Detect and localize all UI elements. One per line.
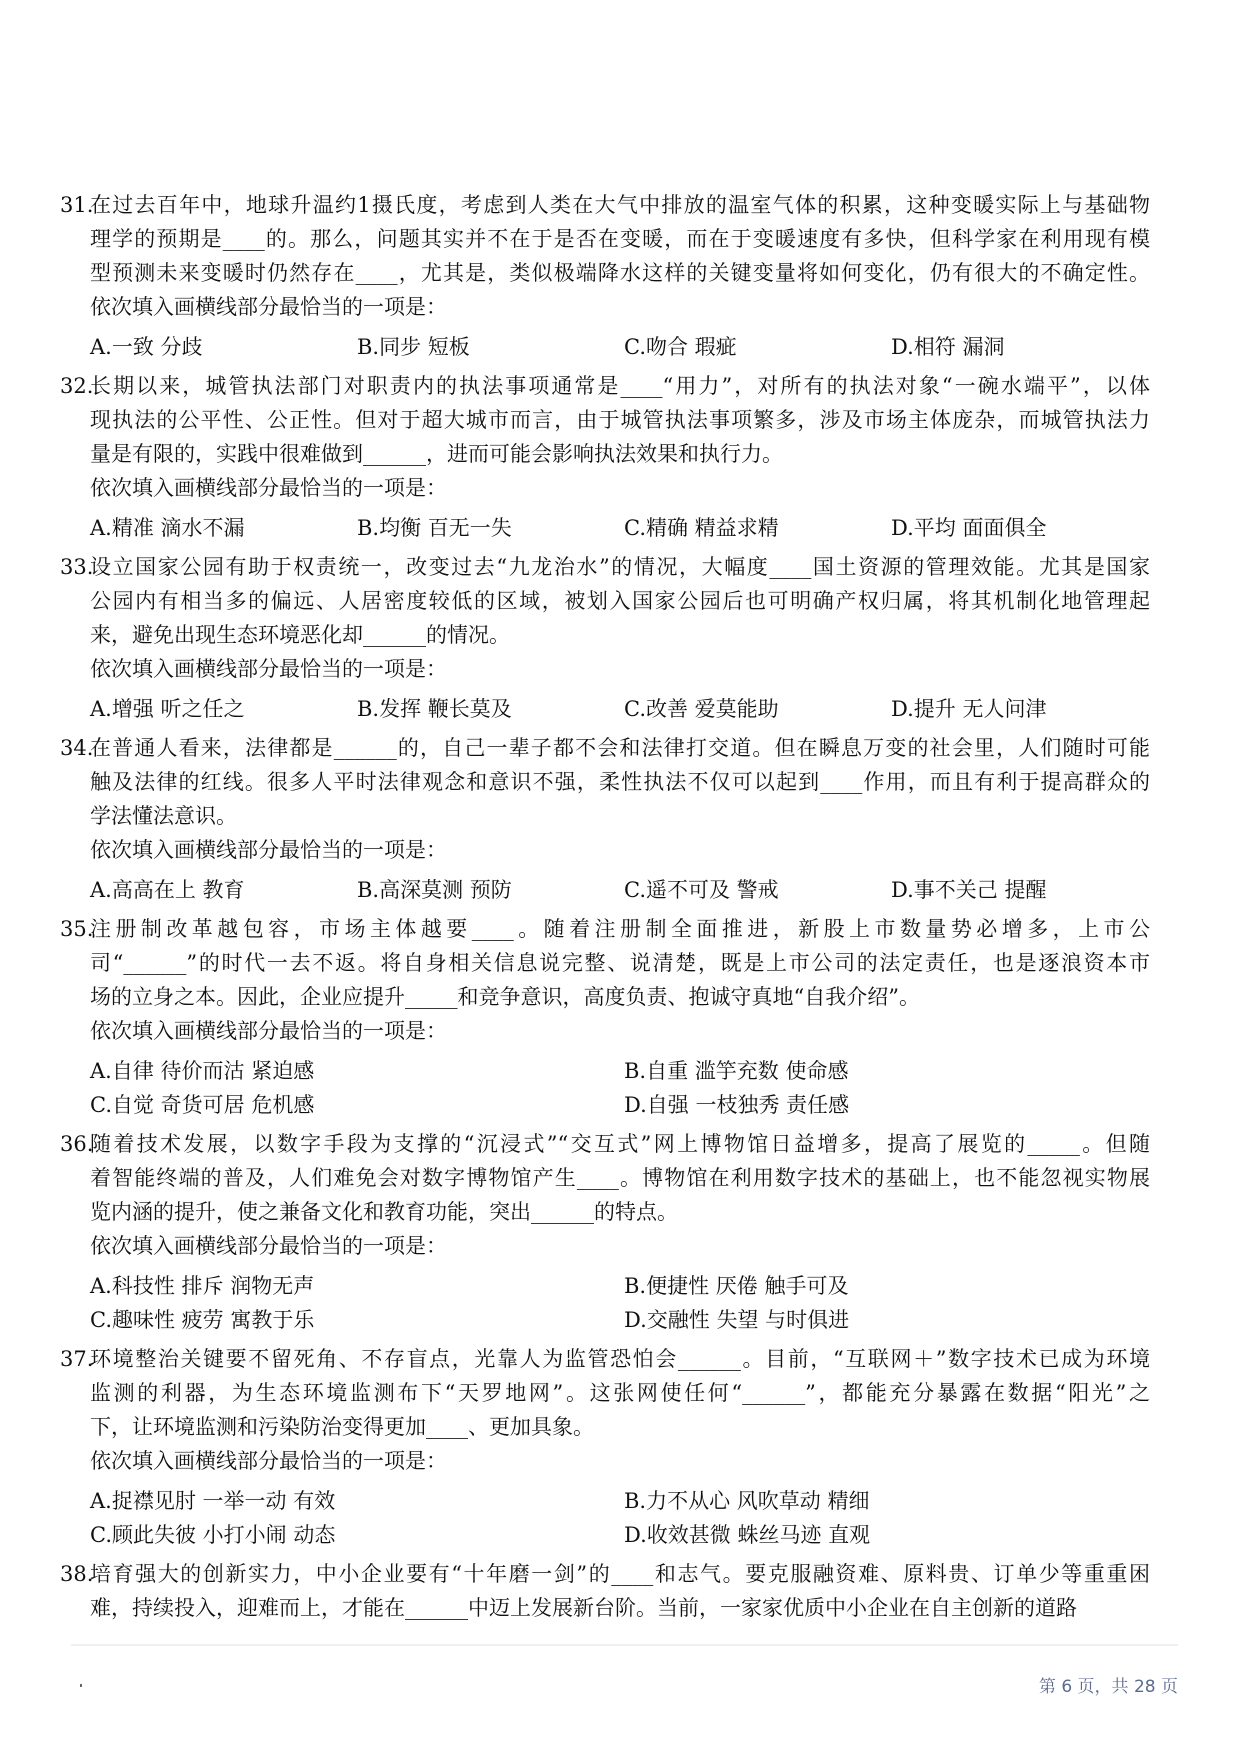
question-text-line: 触及法律的红线。很多人平时法律观念和意识不强，柔性执法不仅可以起到____作用，而且有利于提高群众的 bbox=[90, 770, 1150, 794]
option-b[interactable]: B.均衡 百无一失 bbox=[357, 515, 512, 540]
page-number: 第 6 页，共 28 页 bbox=[1038, 1677, 1178, 1697]
question-36 bbox=[60, 1127, 1150, 1337]
option-c[interactable]: C.精确 精益求精 bbox=[624, 515, 779, 540]
option-c[interactable]: C.趣味性 疲劳 寓教于乐 bbox=[90, 1307, 315, 1332]
option-b[interactable]: B.同步 短板 bbox=[357, 334, 470, 359]
answer-options bbox=[60, 1269, 1150, 1337]
option-d[interactable]: D.提升 无人问津 bbox=[891, 696, 1047, 721]
question-text-line: 难，持续投入，迎难而上，才能在______中迈上发展新台阶。当前，一家家优质中小企业在自主创新的道路 bbox=[90, 1596, 1077, 1620]
question-text-line: 现执法的公平性、公正性。但对于超大城市而言，由于城管执法事项繁多，涉及市场主体庞杂，而城管执法力 bbox=[90, 408, 1150, 432]
option-a[interactable]: A.高高在上 教育 bbox=[90, 877, 245, 902]
question-text-line: 设立国家公园有助于权责统一，改变过去“九龙治水”的情况，大幅度____国土资源的管理效能。尤其是国家 bbox=[90, 555, 1150, 579]
footer-dot bbox=[80, 1684, 82, 1687]
question-number: 31. bbox=[60, 193, 94, 217]
answer-options bbox=[60, 330, 1150, 364]
option-a[interactable]: A.精准 滴水不漏 bbox=[90, 515, 245, 540]
option-d[interactable]: D.交融性 失望 与时俱进 bbox=[624, 1307, 850, 1332]
option-c[interactable]: C.改善 爱莫能助 bbox=[624, 696, 779, 721]
question-text-line: 随着技术发展，以数字手段为支撑的“沉浸式”“交互式”网上博物馆日益增多，提高了展览的_____。但随 bbox=[90, 1132, 1150, 1156]
option-b[interactable]: B.发挥 鞭长莫及 bbox=[357, 696, 512, 721]
question-number: 35. bbox=[60, 917, 94, 941]
question-text-line: 长期以来，城管执法部门对职责内的执法事项通常是____“用力”，对所有的执法对象“一碗水端平”，以体 bbox=[90, 374, 1150, 398]
answer-options bbox=[60, 1054, 1150, 1122]
question-text-line: 场的立身之本。因此，企业应提升_____和竞争意识，高度负责、抱诚守真地“自我介绍”。 bbox=[90, 985, 920, 1009]
question-text-line: 注册制改革越包容，市场主体越要____。随着注册制全面推进，新股上市数量势必增多，上市公 bbox=[90, 917, 1150, 941]
question-number: 36. bbox=[60, 1132, 94, 1156]
option-b[interactable]: B.自重 滥竽充数 使命感 bbox=[624, 1058, 849, 1083]
option-c[interactable]: C.吻合 瑕疵 bbox=[624, 334, 737, 359]
question-instruction: 依次填入画横线部分最恰当的一项是： bbox=[90, 1019, 447, 1043]
question-31 bbox=[60, 188, 1150, 364]
question-37 bbox=[60, 1342, 1150, 1552]
question-text-line: 来，避免出现生态环境恶化却______的情况。 bbox=[90, 623, 510, 647]
option-a[interactable]: A.科技性 排斥 润物无声 bbox=[90, 1273, 315, 1298]
option-c[interactable]: C.自觉 奇货可居 危机感 bbox=[90, 1092, 315, 1117]
question-number: 34. bbox=[60, 736, 94, 760]
question-number: 32. bbox=[60, 374, 94, 398]
question-instruction: 依次填入画横线部分最恰当的一项是： bbox=[90, 657, 447, 681]
question-text-line: 着智能终端的普及，人们难免会对数字博物馆产生____。博物馆在利用数字技术的基础上，也不能忽视实物展 bbox=[90, 1166, 1150, 1190]
option-d[interactable]: D.相符 漏洞 bbox=[891, 334, 1005, 359]
question-text-line: 理学的预期是____的。那么，问题其实并不在于是否在变暖，而在于变暖速度有多快，但科学家在利用现有模 bbox=[90, 227, 1150, 251]
option-a[interactable]: A.增强 听之任之 bbox=[90, 696, 245, 721]
question-text-line: 学法懂法意识。 bbox=[90, 804, 237, 828]
option-d[interactable]: D.事不关己 提醒 bbox=[891, 877, 1047, 902]
question-instruction: 依次填入画横线部分最恰当的一项是： bbox=[90, 1449, 447, 1473]
question-text-line: 览内涵的提升，使之兼备文化和教育功能，突出______的特点。 bbox=[90, 1200, 678, 1224]
question-text-line: 量是有限的，实践中很难做到______，进而可能会影响执法效果和执行力。 bbox=[90, 442, 783, 466]
option-b[interactable]: B.便捷性 厌倦 触手可及 bbox=[624, 1273, 849, 1298]
option-a[interactable]: A.自律 待价而沽 紧迫感 bbox=[90, 1058, 315, 1083]
answer-options bbox=[60, 692, 1150, 726]
question-text-line: 司“______”的时代一去不返。将自身相关信息说完整、说清楚，既是上市公司的法定责任，也是逐浪资本市 bbox=[90, 951, 1150, 975]
question-text-line: 在过去百年中，地球升温约1摄氏度，考虑到人类在大气中排放的温室气体的积累，这种变暖实际上与基础物 bbox=[90, 193, 1150, 217]
question-text-line: 培育强大的创新实力，中小企业要有“十年磨一剑”的____和志气。要克服融资难、原料贵、订单少等重重困 bbox=[90, 1562, 1150, 1586]
question-text-line: 在普通人看来，法律都是______的，自己一辈子都不会和法律打交道。但在瞬息万变的社会里，人们随时可能 bbox=[90, 736, 1150, 760]
option-a[interactable]: A.一致 分歧 bbox=[90, 334, 203, 359]
question-34 bbox=[60, 731, 1150, 907]
answer-options bbox=[60, 1484, 1150, 1552]
question-text-line: 公园内有相当多的偏远、人居密度较低的区域，被划入国家公园后也可明确产权归属，将其机制化地管理起 bbox=[90, 589, 1150, 613]
question-33 bbox=[60, 550, 1150, 726]
option-b[interactable]: B.高深莫测 预防 bbox=[357, 877, 512, 902]
question-instruction: 依次填入画横线部分最恰当的一项是： bbox=[90, 838, 447, 862]
footer-divider bbox=[71, 1644, 1178, 1646]
question-text-line: 环境整治关键要不留死角、不存盲点，光靠人为监管恐怕会______。目前，“互联网＋”数字技术已成为环境 bbox=[90, 1347, 1150, 1371]
question-number: 37. bbox=[60, 1347, 94, 1371]
question-instruction: 依次填入画横线部分最恰当的一项是： bbox=[90, 1234, 447, 1258]
question-number: 38. bbox=[60, 1562, 94, 1586]
option-c[interactable]: C.顾此失彼 小打小闹 动态 bbox=[90, 1522, 336, 1547]
question-list bbox=[60, 188, 1150, 1625]
question-text-line: 下，让环境监测和污染防治变得更加____、更加具象。 bbox=[90, 1415, 594, 1439]
question-instruction: 依次填入画横线部分最恰当的一项是： bbox=[90, 476, 447, 500]
question-35 bbox=[60, 912, 1150, 1122]
option-c[interactable]: C.遥不可及 警戒 bbox=[624, 877, 779, 902]
question-number: 33. bbox=[60, 555, 94, 579]
answer-options bbox=[60, 511, 1150, 545]
answer-options bbox=[60, 873, 1150, 907]
option-d[interactable]: D.平均 面面俱全 bbox=[891, 515, 1047, 540]
question-32 bbox=[60, 369, 1150, 545]
question-text-line: 型预测未来变暖时仍然存在____，尤其是，类似极端降水这样的关键变量将如何变化，仍有很大的不确定性。 bbox=[90, 261, 1150, 285]
question-text-line: 监测的利器，为生态环境监测布下“天罗地网”。这张网使任何“______”，都能充分暴露在数据“阳光”之 bbox=[90, 1381, 1150, 1405]
option-b[interactable]: B.力不从心 风吹草动 精细 bbox=[624, 1488, 870, 1513]
option-d[interactable]: D.自强 一枝独秀 责任感 bbox=[624, 1092, 850, 1117]
option-a[interactable]: A.捉襟见肘 一举一动 有效 bbox=[90, 1488, 336, 1513]
question-instruction: 依次填入画横线部分最恰当的一项是： bbox=[90, 295, 447, 319]
question-38 bbox=[60, 1557, 1150, 1625]
option-d[interactable]: D.收效甚微 蛛丝马迹 直观 bbox=[624, 1522, 871, 1547]
